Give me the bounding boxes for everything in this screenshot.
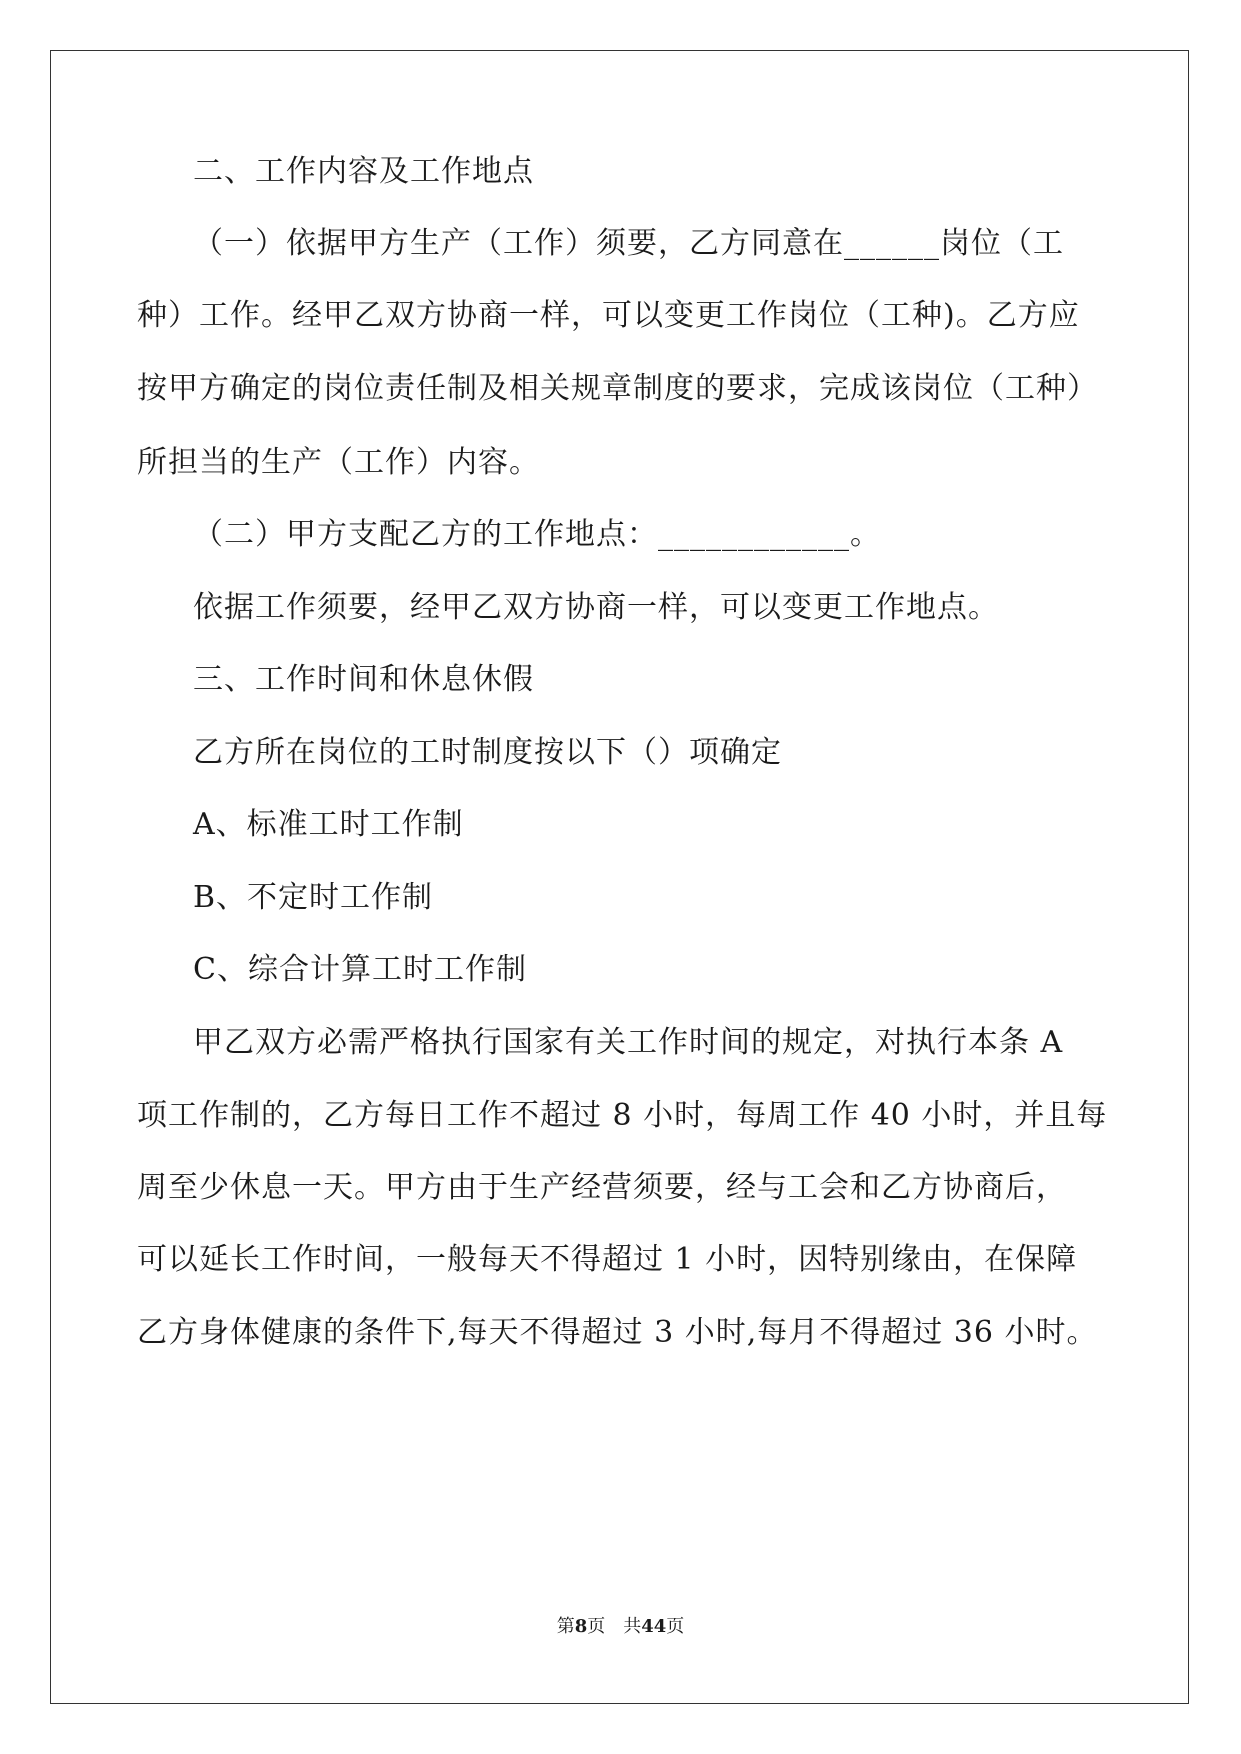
paragraph-line: 可以延长工作时间，一般每天不得超过 1 小时，因特别缘由，在保障 [137, 1242, 1078, 1277]
total-page-count: 44 [641, 1616, 667, 1637]
paragraph-line: 按甲方确定的岗位责任制及相关规章制度的要求，完成该岗位（工种） [137, 371, 1098, 406]
footer-prefix: 第 [556, 1616, 575, 1637]
paragraph-line: 种）工作。经甲乙双方协商一样，可以变更工作岗位（工种)。乙方应 [137, 298, 1080, 333]
footer-suffix: 页 [666, 1616, 685, 1637]
paragraph-line: 乙方身体健康的条件下,每天不得超过 3 小时,每月不得超过 36 小时。 [137, 1315, 1098, 1350]
option-c: C、综合计算工时工作制 [193, 952, 527, 987]
paragraph-line: 周至少休息一天。甲方由于生产经营须要，经与工会和乙方协商后， [137, 1170, 1067, 1205]
current-page-number: 8 [574, 1616, 588, 1637]
paragraph-line: 甲乙双方必需严格执行国家有关工作时间的规定，对执行本条 A [193, 1025, 1064, 1060]
paragraph-line: 乙方所在岗位的工时制度按以下（）项确定 [193, 735, 782, 770]
paragraph-line: 项工作制的，乙方每日工作不超过 8 小时，每周工作 40 小时，并且每 [137, 1098, 1108, 1133]
paragraph-line: 所担当的生产（工作）内容。 [137, 445, 540, 480]
option-a: A、标准工时工作制 [193, 807, 464, 842]
option-b: B、不定时工作制 [193, 880, 434, 915]
heading-section-2: 二、工作内容及工作地点 [193, 154, 534, 189]
paragraph-line: 依据工作须要，经甲乙双方协商一样，可以变更工作地点。 [193, 590, 999, 625]
paragraph-line: （二）甲方支配乙方的工作地点：____________。 [193, 517, 881, 552]
heading-section-3: 三、工作时间和休息休假 [193, 662, 534, 697]
paragraph-line: （一）依据甲方生产（工作）须要，乙方同意在______岗位（工 [193, 226, 1064, 261]
page-number-footer [0, 1615, 1241, 1639]
footer-mid: 页 共 [587, 1616, 642, 1637]
